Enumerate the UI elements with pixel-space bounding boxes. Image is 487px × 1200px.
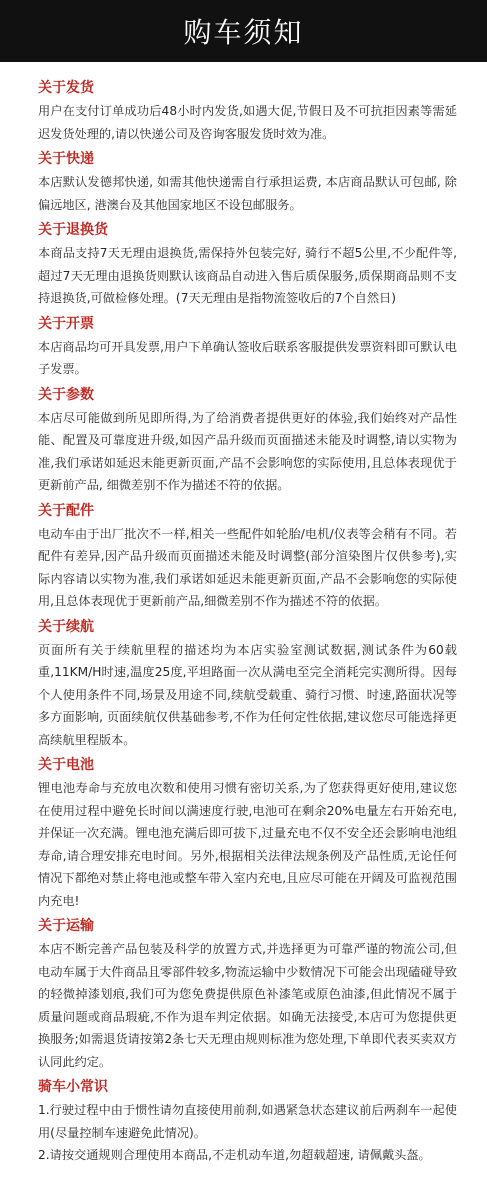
section-title: 关于配件 [38,502,94,519]
section-transport [38,917,457,1073]
paragraph: 用户在支付订单成功后48小时内发货,如遇大促,节假日及不可抗拒因素等需延迟发货处理的,请以快递公司及咨询客服发货时效为准。 [38,104,457,141]
section-title: 关于退换货 [38,222,108,238]
paragraph: 本商品支持7天无理由退换货,需保持外包装完好, 骑行不超5公里,不少配件等, 超过7天无理由退换货则默认该商品自动进入售后质保服务,质保期商品则不支持退换货,可做检修处理。(7天无理由是指物流签收后的7个自然日) [38,246,457,305]
section-body [38,938,457,1073]
section-express [38,150,457,216]
paragraph: 1.行驶过程中由于惯性请勿直接使用前刹,如遇紧急状态建议前后两刹车一起使用(尽量控制车速避免此情况)。 [38,1103,457,1140]
section-body [38,1099,457,1167]
section-range [38,618,457,752]
paragraph: 2.请按交通规则合理使用本商品,不走机动车道,勿超载超速, 请佩戴头盔。 [38,1148,431,1162]
section-title: 关于运输 [38,918,94,934]
section-title: 关于快递 [38,151,94,167]
section-body [38,407,457,497]
section-body [38,100,457,145]
section-title: 关于发货 [38,80,94,96]
paragraph: 本店不断完善产品包装及科学的放置方式,并选择更为可靠严谨的物流公司,但电动车属于大件商品且零部件较多,物流运输中少数情况下可能会出现磕碰导致的轻微掉漆划痕,我们可为您免费提供原色补漆笔或原色油漆,但此情况不属于质量问题或商品瑕疵,不作为退车判定依据。如确无法接受,本店可为您提供更换服务;如需退货请按第2条七天无理由规则标准为您处理,下单即代表买卖双方认同此约定。 [38,942,457,1069]
section-title: 关于开票 [38,315,94,332]
section-title: 关于参数 [38,386,94,403]
section-title: 关于电池 [38,757,94,773]
section-invoice [38,315,457,381]
paragraph: 本店默认发德邦快递, 如需其他快递需自行承担运费, 本店商品默认可包邮, 除偏远地区, 港澳台及其他国家地区不设包邮服务。 [38,175,457,212]
section-battery [38,756,457,912]
section-riding-tips [38,1078,457,1167]
paragraph: 电动车由于出厂批次不一样,相关一些配件如轮胎/电机/仪表等会稍有不同。若配件有差异,因产品升级而页面描述未能及时调整(部分渲染图片仅供参考),实际内容请以实物为准,我们承诺如延迟未能更新页面,产品不会影响您的实际使用,且总体表现优于更新前产品,细微差别不作为描述不符的依据。 [38,526,457,608]
header-banner [0,0,487,62]
section-specs [38,386,457,497]
section-body [38,523,457,613]
section-body [38,639,457,752]
section-body [38,171,457,216]
section-title: 关于续航 [38,618,94,635]
section-shipping [38,79,457,145]
notice-content [0,62,487,1167]
section-title: 骑车小常识 [38,1079,108,1095]
section-body [38,777,457,912]
section-accessories [38,502,457,613]
paragraph: 页面所有关于续航里程的描述均为本店实验室测试数据,测试条件为60载重,11KM/H时速,温度25度,平坦路面一次从满电至完全消耗完实测所得。因每个人使用条件不同,场景及用途不同,续航受载重、骑行习惯、时速,路面状况等多方面影响, 页面续航仅供基础参考,不作为任何定性依据,建议您尽可能选择更高续航里程版本。 [38,642,457,747]
section-body [38,336,457,381]
section-returns [38,221,457,310]
paragraph: 锂电池寿命与充放电次数和使用习惯有密切关系,为了您获得更好使用,建议您在使用过程中避免长时间以满速度行驶,电池可在剩余20%电量左右开始充电,并保证一次充满。锂电池充满后即可拔下,过量充电不仅不安全还会影响电池组寿命,请合理安排充电时间。另外,根据相关法律法规条例及产品性质,无论任何情况下都绝对禁止将电池或整车带入室内充电,且应尽可能在开阔及可监视范围内充电! [38,781,457,908]
page-title: 购车须知 [183,16,304,49]
paragraph: 本店商品均可开具发票,用户下单确认签收后联系客服提供发票资料即可默认电子发票。 [38,339,457,376]
section-body [38,242,457,310]
paragraph: 本店尽可能做到所见即所得,为了给消费者提供更好的体验,我们始终对产品性能、配置及可靠度进升级,如因产品升级而页面描述未能及时调整,请以实物为准,我们承诺如延迟未能更新页面,产品不会影响您的实际使用,且总体表现优于更新前产品, 细微差别不作为描述不符的依据。 [38,410,457,492]
